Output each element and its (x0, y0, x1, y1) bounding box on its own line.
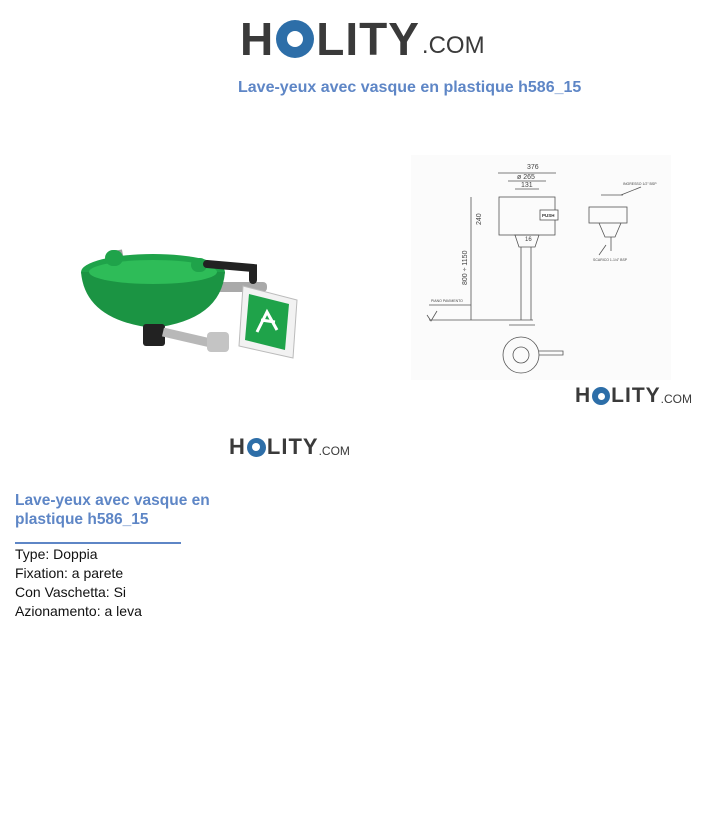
dim-height-label: 240 (476, 213, 483, 225)
spec-item-actuation: Azionamento: a leva (15, 603, 142, 619)
logo-text-lity: LITY (266, 434, 319, 459)
spec-item-fixation: Fixation: a parete (15, 565, 124, 581)
dim-width-label: 376 (527, 164, 539, 171)
logo-o-icon (592, 387, 610, 405)
brand-logo-watermark (229, 432, 350, 462)
eyewash-bowl-illustration (81, 250, 267, 352)
safety-sign-icon (239, 286, 297, 358)
brand-logo[interactable] (240, 12, 485, 66)
brand-logo-small (575, 382, 692, 410)
product-image (65, 220, 305, 380)
logo-o-icon (276, 20, 314, 58)
spec-item-type: Type: Doppia (15, 546, 98, 562)
drain-label: SCARICO 1-1/4" BSP (593, 258, 628, 262)
logo-text-com: .COM (318, 443, 350, 458)
logo-text-com: .COM (660, 392, 693, 406)
dim-bowl-label: ø 265 (517, 174, 535, 181)
dim-inner-label: 131 (521, 182, 533, 189)
logo-text-h: H (240, 13, 275, 65)
spec-list (15, 545, 142, 621)
inlet-label: INGRESSO 1/2" BSP (623, 182, 657, 186)
page-title: Lave-yeux avec vasque en plastique h586_15 (238, 79, 582, 96)
logo-text-h: H (229, 434, 246, 459)
floor-label: PIANO PAVIMENTO (431, 299, 463, 303)
logo-text-com: .COM (421, 32, 485, 59)
logo-o-icon (247, 438, 266, 457)
logo-text-lity: LITY (316, 13, 420, 65)
technical-drawing (411, 155, 671, 380)
dim-range-label: 800 ÷ 1150 (462, 250, 469, 285)
spec-item-basin: Con Vaschetta: Si (15, 584, 127, 600)
logo-text-lity: LITY (611, 384, 661, 407)
product-title: Lave-yeux avec vasque en plastique h586_15 (15, 492, 210, 528)
logo-text-h: H (575, 384, 592, 407)
title-underline (15, 542, 181, 544)
push-label: PUSH (542, 213, 555, 218)
dim-16-label: 16 (525, 237, 532, 243)
